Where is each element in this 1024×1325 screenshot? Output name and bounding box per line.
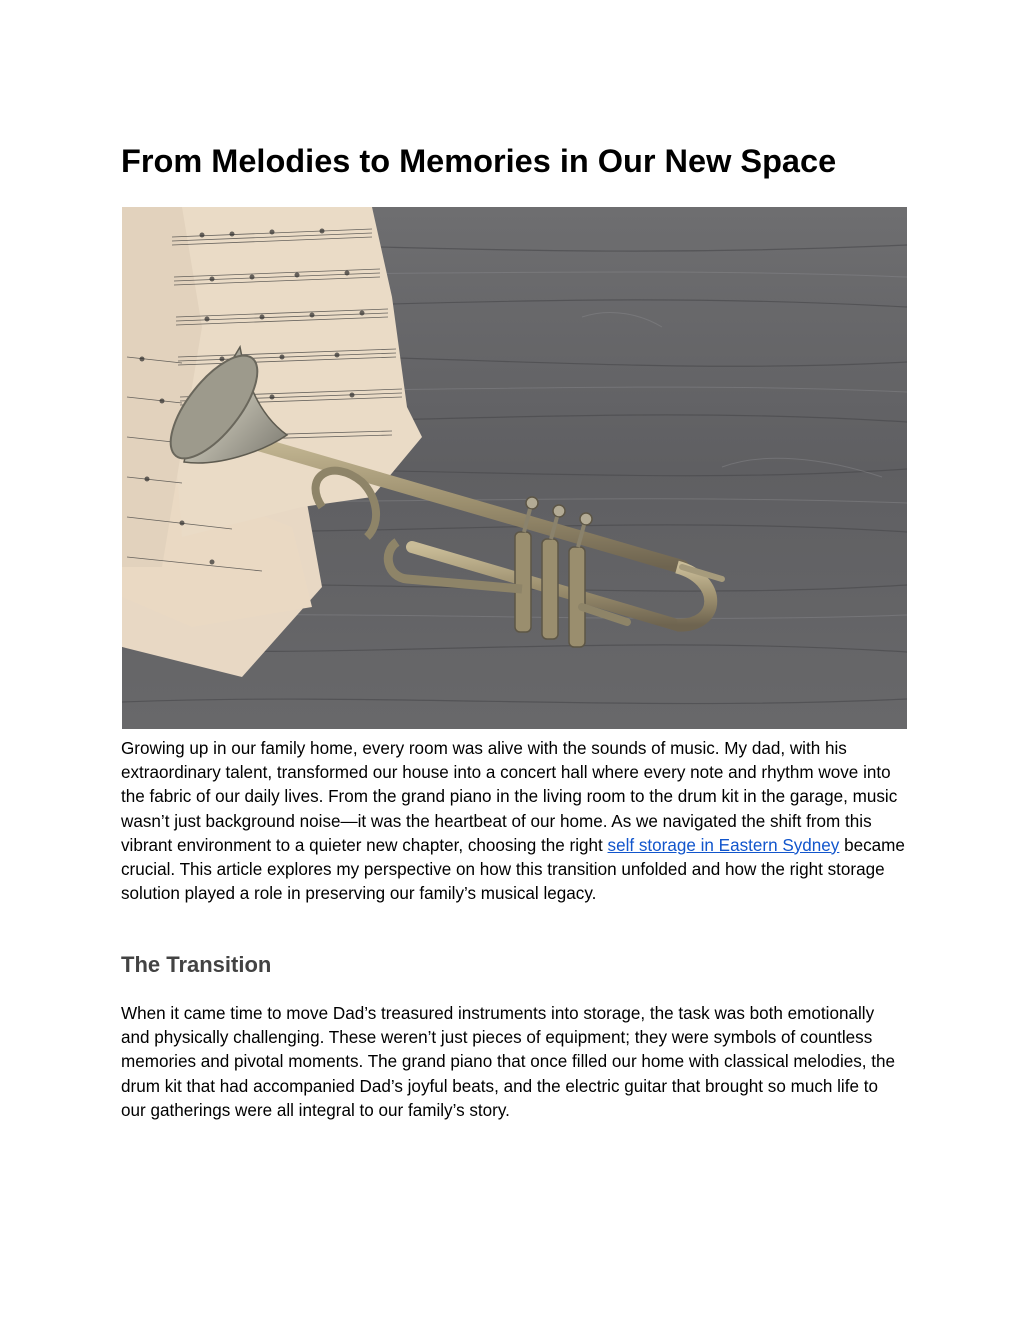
transition-paragraph: When it came time to move Dad’s treasured instruments into storage, the task was both emotionally and physically challenging. These weren’t just pieces of equipment; they were symbols of countless memories and pivotal moments. The grand piano that once filled our home with classical melodies, the drum kit that had accompanied Dad’s joyful beats, and the electric guitar that brought so much life to our gatherings were all integral to our family’s story.	[121, 1004, 896, 1120]
section-heading-transition: The Transition	[121, 952, 272, 977]
intro-text-before-link: Growing up in our family home, every room was alive with the sounds of music. My dad, with his extraordinary talent, transformed our house into a concert hall where every note and rhythm wove into the fabric of our daily lives. From the grand piano in the living room to the drum kit in the garage, music wasn’t just background noise—it was the heartbeat of our home. As we navigated the shift from this vibrant environment to a quieter new chapter, choosing the right	[121, 739, 898, 855]
page-title: From Melodies to Memories in Our New Space	[121, 143, 837, 179]
intro-text-after-link: became crucial. This article explores my perspective on how this transition unfolded and how the right storage solution played a role in preserving our family’s musical legacy.	[121, 835, 905, 904]
intro-paragraph	[121, 737, 907, 906]
self-storage-link[interactable]: self storage in Eastern Sydney	[607, 835, 840, 855]
hero-image-trumpet-on-sheet-music	[122, 207, 907, 729]
